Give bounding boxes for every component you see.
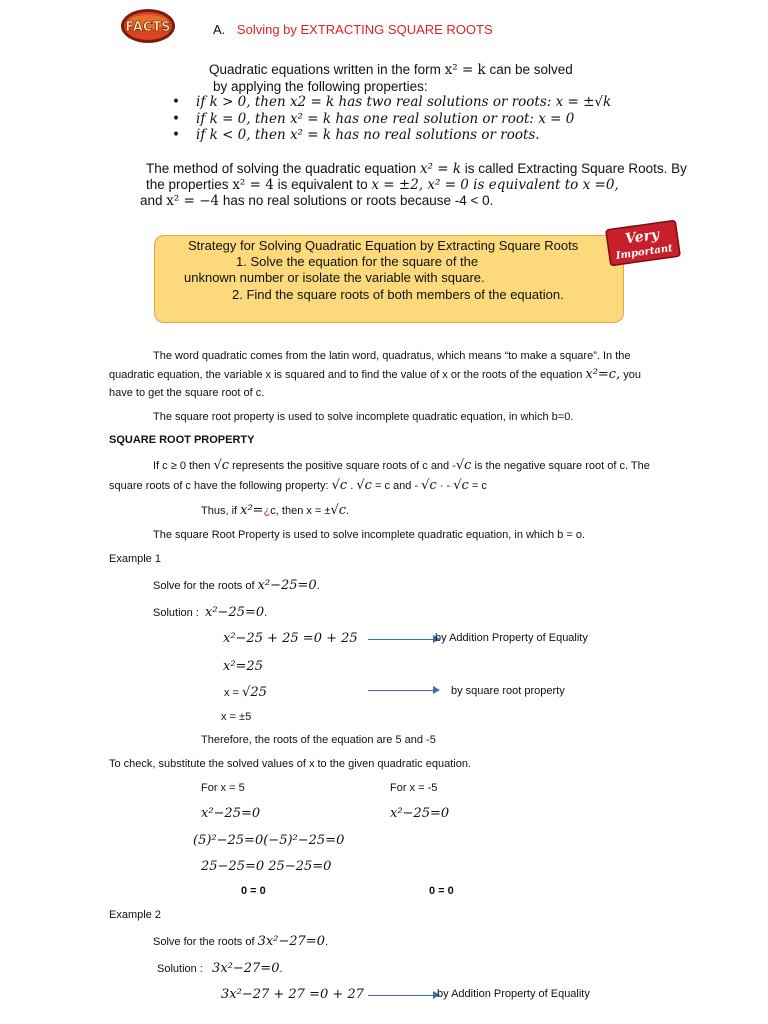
- intro-line-1: Quadratic equations written in the form x² = k can be solved: [209, 62, 573, 78]
- svg-text:Very: Very: [624, 226, 661, 248]
- example-1-step-1: x²−25 + 25 =0 + 25: [223, 631, 358, 646]
- check-result-right: 0 = 0: [429, 885, 454, 897]
- example-1-step-3: x = √25: [224, 685, 267, 700]
- example-1-step-1-note: by Addition Property of Equality: [435, 632, 588, 644]
- example-2-step-1-note: by Addition Property of Equality: [437, 988, 590, 1000]
- very-important-stamp: [604, 219, 682, 267]
- srp-line-1: If c ≥ 0 then √c represents the positive square roots of c and -√c is the negative square root of c. The: [153, 458, 650, 473]
- example-1-conclusion: Therefore, the roots of the equation are 5 and -5: [201, 734, 436, 746]
- example-1-step-4: x = ±5: [221, 711, 252, 723]
- example-1-step-2: x²=25: [223, 659, 263, 674]
- method-line-2: the properties x² = 4 is equivalent to x = ±2, x² = 0 is equivalent to x =0,: [146, 177, 619, 193]
- example-2-prompt: Solve for the roots of 3x²−27=0.: [153, 934, 329, 949]
- strategy-title: Strategy for Solving Quadratic Equation by Extracting Square Roots: [188, 238, 579, 253]
- intro-line-2: by applying the following properties:: [213, 79, 428, 94]
- section-heading: [213, 22, 493, 37]
- facts-logo: [120, 8, 176, 44]
- arrow-head-icon: [433, 686, 440, 694]
- example-2-solution: Solution : 3x²−27=0.: [157, 961, 283, 976]
- example-2-label: Example 2: [109, 909, 161, 921]
- check-col-1-label: For x = 5: [201, 782, 245, 794]
- check-eq-1-right: x²−25=0: [390, 806, 450, 821]
- bullet-item: • if k > 0, then x2 = k has two real solutions or roots: x = ±√k: [172, 94, 612, 110]
- srp-heading: SQUARE ROOT PROPERTY: [109, 434, 255, 446]
- para-quadratic-line-1: The word quadratic comes from the latin word, quadratus, which means “to make a square”. In the: [153, 350, 631, 362]
- bullet-item: • if k < 0, then x² = k has no real solutions or roots.: [172, 127, 540, 143]
- section-title: Solving by EXTRACTING SQUARE ROOTS: [236, 22, 493, 37]
- check-eq-1-left: x²−25=0: [201, 806, 261, 821]
- thus-line: Thus, if x²=¿c, then x = ±√c.: [201, 503, 350, 518]
- example-1-step-3-note: by square root property: [451, 685, 565, 697]
- example-2-step-1: 3x²−27 + 27 =0 + 27: [221, 987, 364, 1002]
- arrow-icon: [368, 995, 434, 996]
- bullet-item: • if k = 0, then x² = k has one real solution or root: x = 0: [172, 111, 575, 127]
- strategy-step-2: 2. Find the square roots of both members of the equation.: [232, 287, 564, 302]
- arrow-icon: [368, 690, 434, 691]
- method-line-1: The method of solving the quadratic equation x² = k is called Extracting Square Roots. By: [146, 161, 687, 177]
- strategy-step-1: 1. Solve the equation for the square of the: [236, 254, 479, 269]
- method-line-3: and x² = −4 has no real solutions or roots because -4 < 0.: [140, 193, 494, 209]
- section-letter: A.: [213, 22, 226, 37]
- check-col-2-label: For x = -5: [390, 782, 438, 794]
- srp-line-2: square roots of c have the following property: √c . √c = c and - √c · - √c = c: [109, 478, 487, 493]
- check-result-left: 0 = 0: [241, 885, 266, 897]
- para-square-root-property-2: The square Root Property is used to solve incomplete quadratic equation, in which b = o.: [153, 529, 585, 541]
- check-eq-2: (5)²−25=0(−5)²−25=0: [193, 833, 345, 848]
- example-1-solution: Solution : x²−25=0.: [153, 605, 268, 620]
- svg-text:FACTS: FACTS: [125, 20, 171, 35]
- example-1-label: Example 1: [109, 553, 161, 565]
- example-1-prompt: Solve for the roots of x²−25=0.: [153, 578, 320, 593]
- check-eq-3: 25−25=0 25−25=0: [201, 859, 332, 874]
- strategy-step-1-cont: unknown number or isolate the variable with square.: [184, 270, 485, 285]
- arrow-icon: [368, 639, 434, 640]
- para-quadratic-line-2: quadratic equation, the variable x is squared and to find the value of x or the roots of the equation x²=c, you: [109, 367, 642, 382]
- para-quadratic-line-3: have to get the square root of c.: [109, 387, 265, 399]
- svg-text:Important: Important: [615, 242, 674, 262]
- para-square-root-property: The square root property is used to solve incomplete quadratic equation, in which b=0.: [153, 411, 574, 423]
- check-intro: To check, substitute the solved values of x to the given quadratic equation.: [109, 758, 472, 770]
